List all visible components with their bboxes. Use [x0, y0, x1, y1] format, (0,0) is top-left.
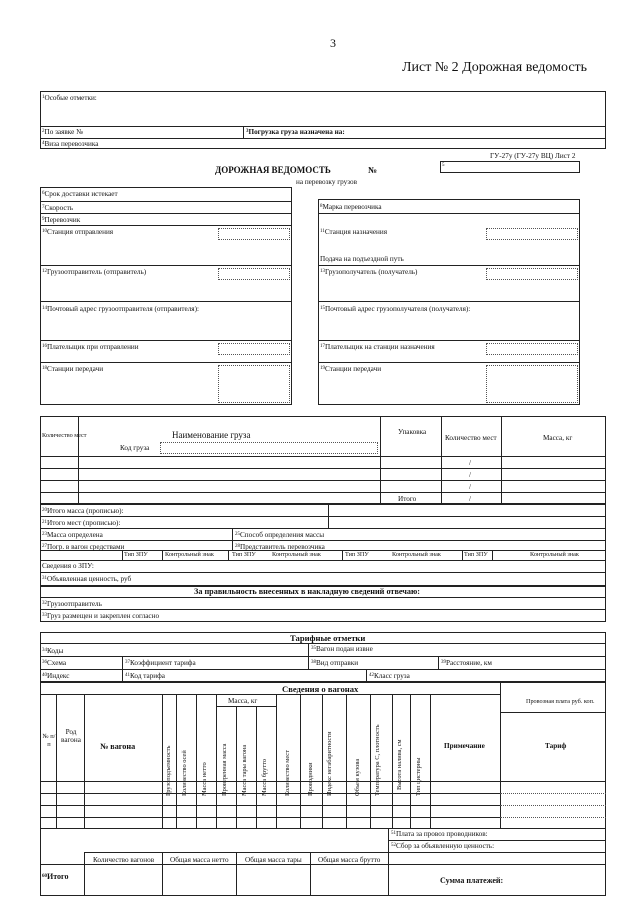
transfer-stations-right-label: $^{19}$Станции передачи — [320, 365, 382, 373]
cargo-class-label: $^{42}$Класс груза — [369, 672, 410, 680]
carrier-visa-label: $^4$Виза перевозчика — [42, 140, 99, 148]
guides-header: Проводники — [307, 762, 314, 796]
scheme-label: $^{36}$Схема — [42, 659, 67, 667]
doc-title: ДОРОЖНАЯ ВЕДОМОСТЬ — [215, 165, 331, 175]
doc-number: № — [368, 165, 378, 175]
delivery-label: $^6$Срок доставки истекает — [42, 190, 118, 198]
declared-value-label: $^{31}$Объявленная ценность, руб — [42, 575, 132, 583]
confirm-shipper-label: $^{32}$Грузоотправитель — [42, 600, 102, 608]
mass-determined-label: $^{23}$Масса определена — [42, 531, 103, 539]
page-number: 3 — [330, 36, 336, 50]
cargo-code-label: Код груза — [120, 444, 150, 452]
zpu-type-4: Тип ЗПУ — [464, 551, 488, 558]
mass-kg-group: Масса, кг — [228, 697, 258, 705]
request-no-label: $^2$По заявке № — [42, 128, 83, 136]
oversize-header: Индекс негабаритности — [326, 731, 333, 796]
payment-header: Провозная плата руб. коп. — [526, 698, 595, 705]
distance-label: $^{39}$Расстояние, км — [441, 659, 492, 667]
tare-mass-header: Масса тары вагона — [241, 744, 248, 796]
transfer-stations-left-label: $^{18}$Станции передачи — [42, 365, 104, 373]
places-words-label: $^{21}$Итого мест (прописью): — [42, 519, 121, 527]
places-header: Количество мест — [284, 750, 291, 796]
wagons-total-label: $^{60}$Итого — [42, 872, 69, 881]
row-no-header: № п/п — [42, 733, 56, 748]
cargo-table — [40, 416, 606, 504]
wagon-given-label: $^{35}$Вагон подан извне — [311, 645, 373, 653]
cargo-total-label: Итого — [398, 495, 417, 503]
codes-label: $^{34}$Коды — [42, 647, 64, 655]
temperature-header: Температура С, плотность — [374, 724, 381, 796]
guides-fee-label: $^{51}$Плата за провоз проводников: — [391, 830, 488, 838]
doc-number-box — [440, 161, 580, 173]
payer-dest-label: $^{17}$Плательщик на станции назначения — [320, 343, 435, 351]
fill-height-header: Высота налива, см — [396, 739, 403, 790]
shipper-address-label: $^{14}$Почтовый адрес грузоотправителя (отправителя): — [42, 305, 199, 313]
wagon-kind-header: Род вагона — [61, 728, 81, 744]
wagons-title: Сведения о вагонах — [282, 684, 359, 694]
loading-assigned-label: $^3$Погрузка груза назначена на: — [246, 128, 345, 136]
note-header: Примечание — [444, 742, 485, 750]
zpu-type-1: Тип ЗПУ — [124, 551, 148, 558]
total-net-label: Общая масса нетто — [170, 856, 229, 864]
sheet-title: Лист № 2 Дорожная ведомость — [402, 60, 588, 75]
total-gross-label: Общая масса брутто — [318, 856, 381, 864]
capacity-header: Грузоподъемность — [165, 745, 172, 796]
tank-type-header: Тип цистерны — [415, 757, 422, 796]
siding-label: Подача на подъездной путь — [320, 255, 404, 263]
doc-subtitle: на перевозку грузов — [296, 178, 358, 186]
packaging-header: Упаковка — [398, 428, 427, 436]
wagon-count-label: Количество вагонов — [93, 856, 155, 864]
axles-header: Количество осей — [181, 750, 188, 796]
tariff-coef-label: $^{37}$Коэффициент тарифа — [125, 659, 196, 667]
tariff-title: Тарифные отметки — [290, 633, 366, 643]
zpu-info-label: Сведения о ЗПУ: — [42, 562, 94, 570]
speed-label: $^7$Скорость — [42, 204, 73, 212]
slash-1: / — [469, 459, 471, 467]
sum-payments-label: Сумма платежей: — [440, 876, 504, 885]
control-mark-2: Контрольный знак — [272, 551, 321, 558]
zpu-type-2: Тип ЗПУ — [232, 551, 256, 558]
top-block — [40, 91, 606, 149]
shipper-label: $^{12}$Грузоотправитель (отправитель) — [42, 268, 147, 276]
shipment-type-label: $^{38}$Вид отправки — [311, 659, 359, 667]
tariff-header: Тариф — [545, 742, 567, 750]
places-count-header: Количество мест — [42, 432, 87, 439]
form-code: ГУ-27у (ГУ-27у ВЦ) Лист 2 — [490, 152, 576, 160]
consignee-label: $^{13}$Грузополучатель (получатель) — [320, 268, 418, 276]
mass-words-label: $^{20}$Итого масса (прописью): — [42, 507, 124, 515]
cargo-name-header: Наименование груза — [172, 430, 251, 440]
consignee-address-label: $^{15}$Почтовый адрес грузополучателя (получателя): — [320, 305, 471, 313]
value-fee-label: $^{52}$Сбор за объявленную ценность: — [391, 842, 495, 850]
payer-dep-label: $^{16}$Плательщик при отправлении — [42, 343, 139, 351]
slash-4: / — [469, 495, 471, 503]
dest-station-label: $^{11}$Станция назначения — [320, 228, 388, 236]
carrier-mark-label: $^8$Марка перевозчика — [320, 203, 382, 211]
loaded-by-label: $^{27}$Погр. в вагон средствами — [42, 543, 125, 551]
wagon-no-header: № вагона — [100, 742, 136, 751]
special-marks-label: $^1$Особые отметки: — [42, 94, 97, 102]
slash-3: / — [469, 483, 471, 491]
mass-header: Масса, кг — [543, 434, 573, 442]
index-label: $^{40}$Индекс — [42, 672, 70, 680]
carrier-label: $^9$Перевозчик — [42, 216, 81, 224]
control-mark-3: Контрольный знак — [392, 551, 441, 558]
body-volume-header: Объем кузова — [354, 758, 361, 796]
zpu-type-3: Тип ЗПУ — [345, 551, 369, 558]
mass-method-label: $^{25}$Способ определения массы — [235, 531, 325, 539]
gross-mass-header: Масса брутто — [261, 759, 268, 796]
control-mark-4: Контрольный знак — [530, 551, 579, 558]
checked-mass-header: Проверенная масса — [221, 743, 228, 796]
carrier-rep-label: $^{28}$Представитель перевозчика — [235, 543, 325, 551]
slash-2: / — [469, 471, 471, 479]
confirm-title: За правильность внесенных в накладную сведений отвечаю: — [194, 587, 420, 596]
tariff-code-label: $^{41}$Код тарифа — [125, 672, 165, 680]
net-mass-header: Масса нетто — [201, 762, 208, 796]
cargo-secured-label: $^{33}$Груз размещен и закреплен согласно — [42, 612, 160, 620]
places-qty-header: Количество мест — [445, 434, 497, 442]
total-tare-label: Общая масса тары — [245, 856, 302, 864]
dep-station-label: $^{10}$Станция отправления — [42, 228, 114, 236]
control-mark-1: Контрольный знак — [165, 551, 214, 558]
